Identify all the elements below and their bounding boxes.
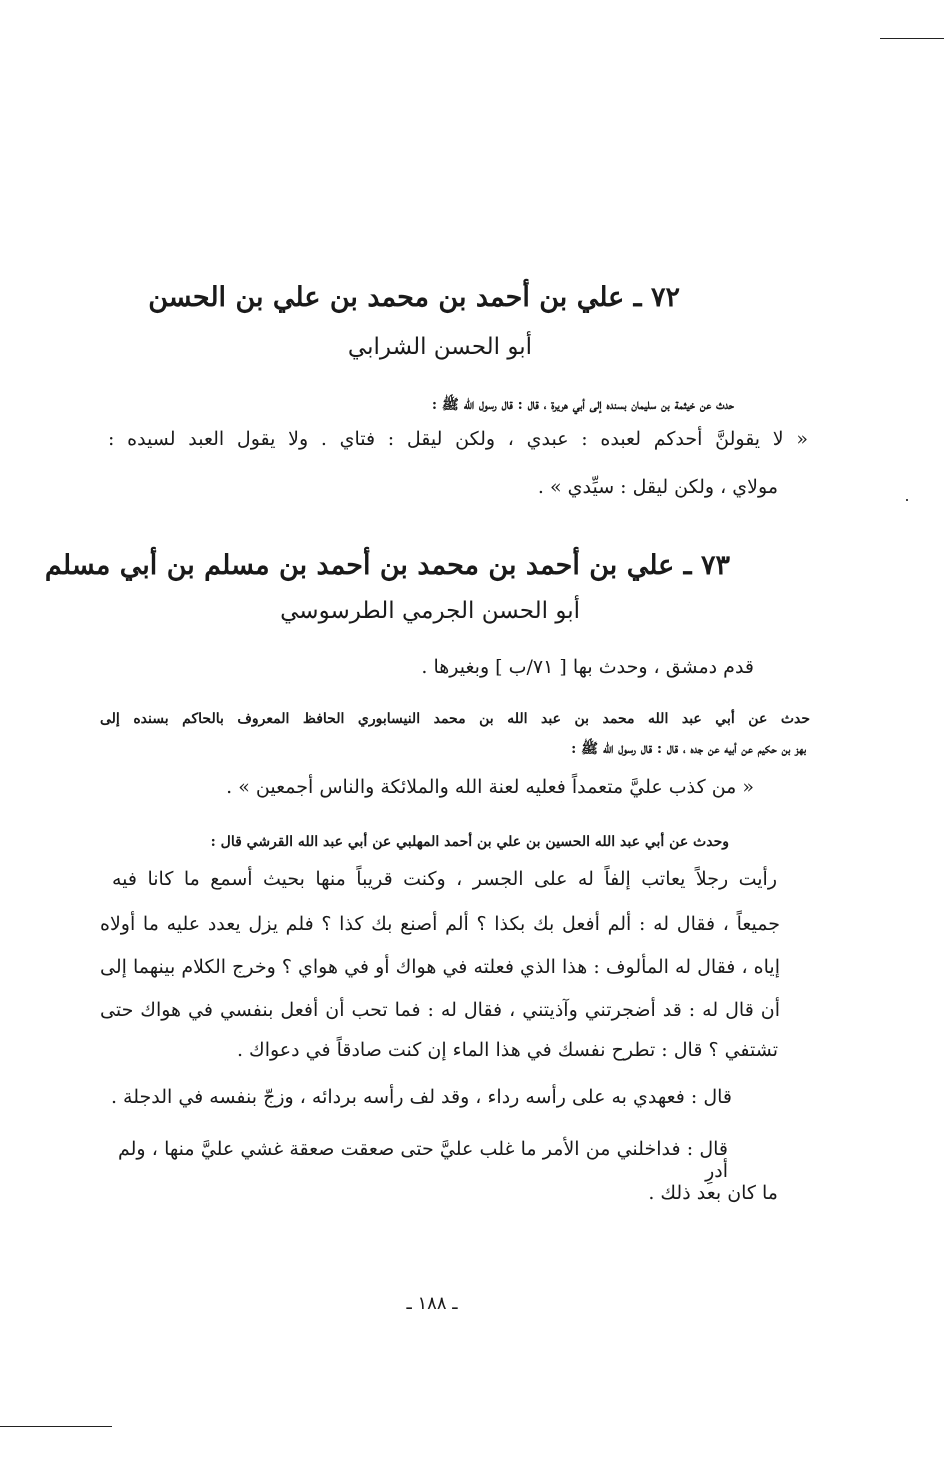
story-line-4: أن قال له : قد أضجرتني وآذيتني ، فقال له : فما تحب أن أفعل بنفسي في هواك حتى bbox=[100, 999, 780, 1021]
page-number: ـ ١٨٨ ـ bbox=[406, 1293, 458, 1314]
top-rule bbox=[880, 38, 944, 39]
entry-73-subtitle: أبو الحسن الجرمي الطرسوسي bbox=[280, 598, 580, 624]
entry-73-chain-line-1: حدث عن أبي عبد الله محمد بن عبد الله بن محمد النيسابوري الحافظ المعروف بالحاكم بسنده إلى bbox=[100, 711, 810, 727]
entry-73-chain-line-2: بهز بن حكيم عن أبيه عن جده ، قال : قال رسول الله ﷺ : bbox=[571, 741, 806, 757]
entry-72-chain: حدث عن خيثمة بن سليمان بسنده إلى أبي هريرة ، قال : قال رسول الله ﷺ : bbox=[431, 397, 734, 413]
story-line-2: جميعاً ، فقال له : ألم أفعل بك بكذا ؟ ألم أصنع بك كذا ؟ فلم يزل يعدد عليه ما أولاه bbox=[100, 913, 780, 935]
entry-73-title: ٧٣ ـ علي بن أحمد بن محمد بن أحمد بن مسلم بن أبي مسلم bbox=[44, 550, 730, 581]
entry-73-intro: قدم دمشق ، وحدث بها [ ٧١/ب ] وبغيرها . bbox=[421, 656, 754, 678]
bottom-rule bbox=[0, 1426, 112, 1427]
entry-72-subtitle: أبو الحسن الشرابي bbox=[347, 334, 533, 360]
entry-72-hadith-line-1: « لا يقولنَّ أحدكم لعبده : عبدي ، ولكن ليقل : فتاي . ولا يقول العبد لسيده : bbox=[108, 428, 808, 450]
entry-73-paragraph-2: قال : فعهدي به على رأسه رداء ، وقد لف رأسه بردائه ، وزجّ بنفسه في الدجلة . bbox=[110, 1086, 732, 1108]
story-line-5: تشتفي ؟ قال : تطرح نفسك في هذا الماء إن كنت صادقاً في دعواك . bbox=[236, 1039, 778, 1061]
entry-73-paragraph-3-line-1: قال : فداخلني من الأمر ما غلب عليَّ حتى صعقت صعقة غشي عليَّ منها ، ولم أدرِ bbox=[118, 1138, 729, 1182]
story-line-3: إياه ، فقال له المألوف : هذا الذي فعلته في هواك أو في هواي ؟ وخرج الكلام بينهما إلى bbox=[100, 956, 780, 978]
entry-73-chain-2: وحدث عن أبي عبد الله الحسين بن علي بن أحمد المهلبي عن أبي عبد الله القرشي قال : bbox=[210, 834, 729, 850]
entry-73-hadith: « من كذب عليَّ متعمداً فعليه لعنة الله والملائكة والناس أجمعين » . bbox=[226, 776, 754, 798]
entry-72-hadith-line-2: مولاي ، ولكن ليقل : سيِّدي » . bbox=[537, 476, 778, 498]
entry-72-title: ٧٢ ـ علي بن أحمد بن محمد بن علي بن الحسن bbox=[148, 282, 680, 313]
margin-mark bbox=[906, 499, 908, 501]
entry-73-paragraph-3-line-2: ما كان بعد ذلك . bbox=[648, 1182, 778, 1204]
story-line-1: رأيت رجلاً يعاتب إلفاً له على الجسر ، وكنت قريباً منها بحيث أسمع ما كانا فيه bbox=[112, 868, 777, 890]
